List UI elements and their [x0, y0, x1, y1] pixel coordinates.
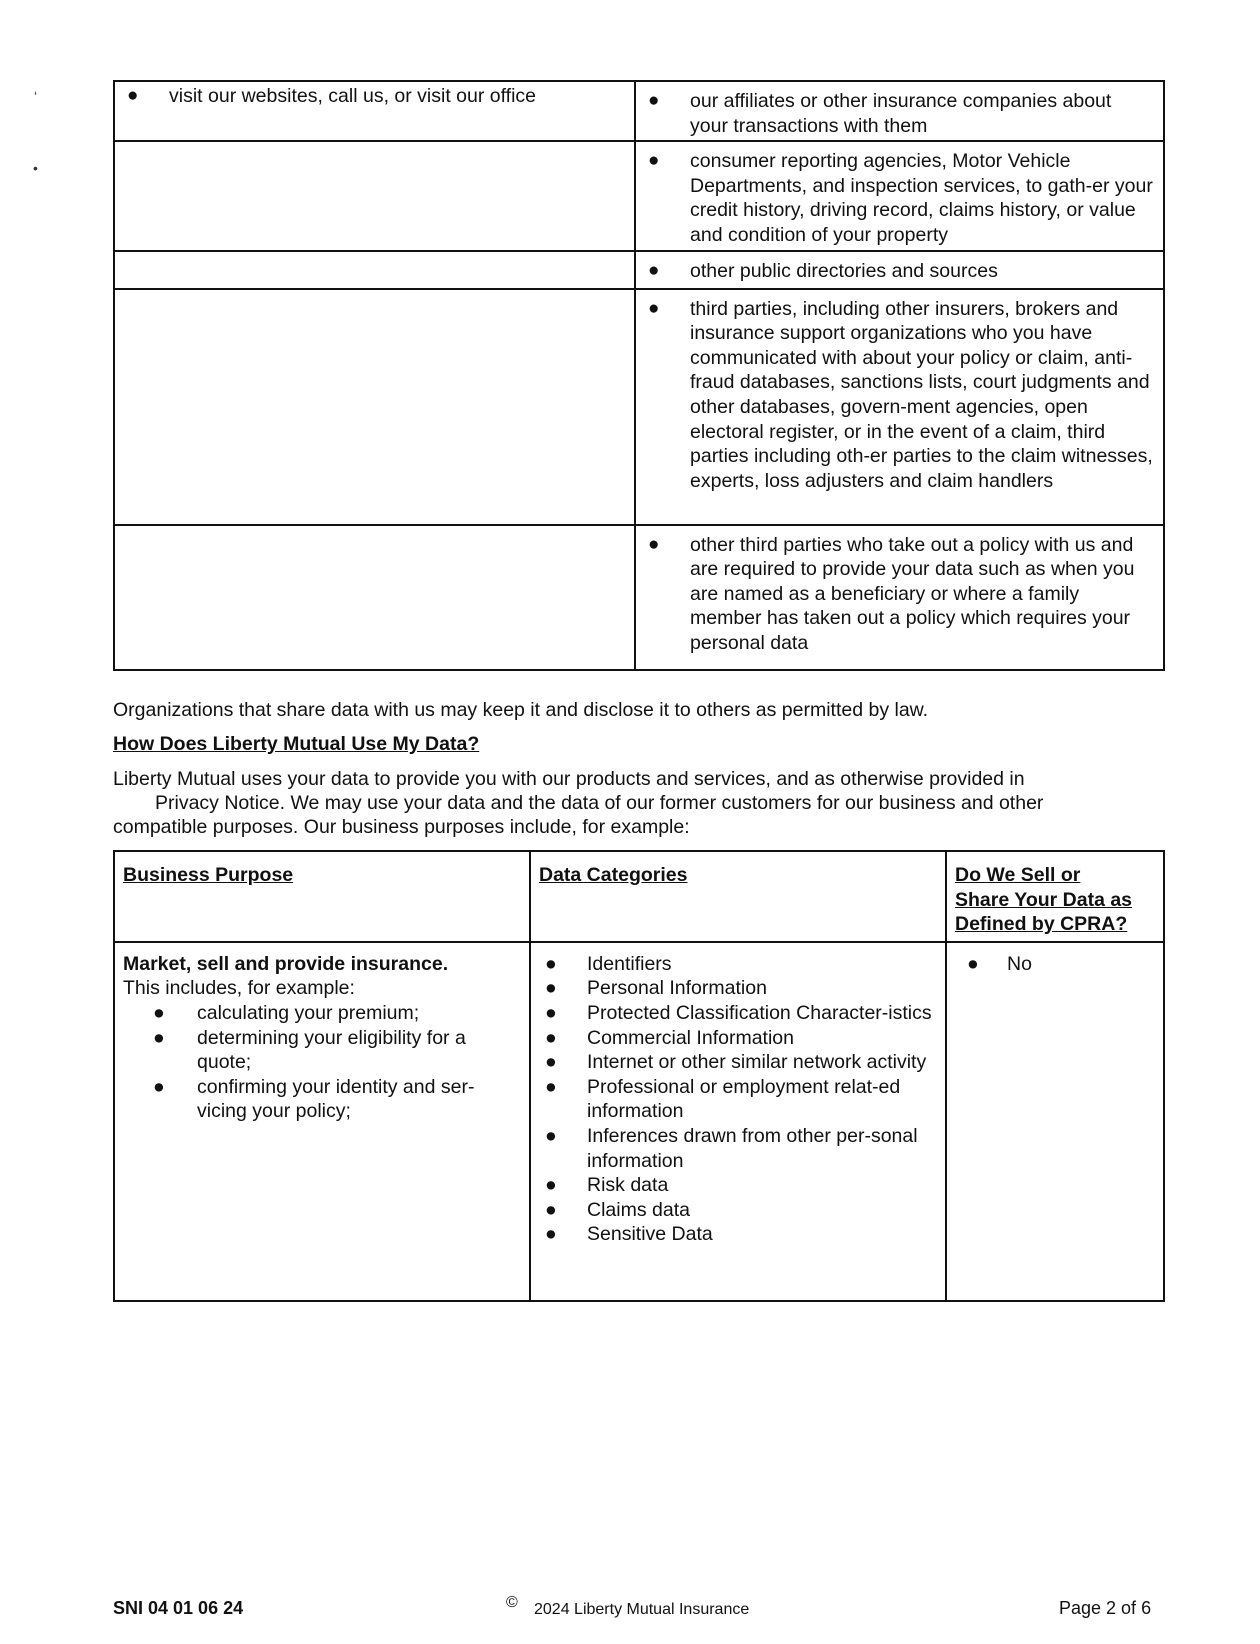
bullet-icon: ●	[545, 1026, 557, 1049]
data-sources-table	[113, 80, 1165, 671]
bullet-icon: ●	[967, 952, 979, 975]
bullet-icon: ●	[648, 259, 660, 281]
source-text: other third parties who take out a policy with us and are required to provide your data such as when you are named as a beneficiary or where a family member has taken out a policy which requires your personal data	[690, 533, 1135, 654]
bullet-icon: ●	[153, 1001, 165, 1024]
intro-line: Privacy Notice. We may use your data and the data of our former customers for our business and other	[155, 792, 1044, 814]
bullet-icon: ●	[545, 1001, 557, 1024]
form-number: SNI 04 01 06 24	[113, 1598, 244, 1618]
column-header-sell: Do We Sell or Share Your Data as Defined by CPRA?	[946, 851, 1164, 942]
bullet-icon: ●	[545, 952, 557, 975]
source-cell-left	[114, 81, 635, 141]
list-item	[955, 952, 1155, 977]
bullet-icon: ●	[648, 297, 660, 319]
list-item: ● Protected Classification Character-istics	[545, 1001, 932, 1024]
source-cell-left	[114, 251, 635, 289]
purpose-intro: This includes, for example:	[123, 977, 355, 1000]
intro-line: Liberty Mutual uses your data to provide you with our products and services, and as otherwise provided in	[113, 768, 1025, 790]
column-header-purpose: Business Purpose	[114, 851, 530, 942]
list-item: ● calculating your premium;	[153, 1001, 420, 1024]
source-cell-right	[635, 525, 1164, 670]
intro-line: compatible purposes. Our business purposes include, for example:	[113, 816, 690, 838]
source-cell-right	[635, 289, 1164, 525]
source-text: consumer reporting agencies, Motor Vehicle Departments, and inspection services, to gath-er your credit history, driving record, claims history, or value and condition of your property	[690, 150, 1153, 246]
list-item: ● Sensitive Data	[545, 1223, 713, 1246]
source-cell-right	[635, 81, 1164, 141]
margin-mark: ‘	[34, 88, 38, 104]
bullet-icon: ●	[127, 85, 139, 106]
source-text: our affiliates or other insurance companies about your transactions with them	[690, 90, 1112, 137]
table-row	[114, 251, 1164, 289]
purpose-title: Market, sell and provide insurance.	[123, 952, 449, 975]
table-row	[114, 81, 1164, 141]
sell-answer: No	[1007, 952, 1032, 975]
bullet-icon: ●	[545, 1223, 557, 1246]
share-note: Organizations that share data with us may keep it and disclose it to others as permitted by law.	[113, 699, 929, 721]
table-row	[114, 942, 1164, 1301]
copyright-text: 2024 Liberty Mutual Insurance	[534, 1601, 750, 1618]
bullet-icon: ●	[545, 1198, 557, 1221]
source-cell-right	[635, 251, 1164, 289]
column-header-categories: Data Categories	[530, 851, 946, 942]
table-header-row	[114, 851, 1164, 942]
bullet-icon: ●	[153, 1075, 165, 1098]
source-cell-left	[114, 289, 635, 525]
table-row	[114, 289, 1164, 525]
list-item: ● determining your eligibility for a quote;	[153, 1026, 466, 1074]
margin-mark: •	[33, 160, 38, 176]
source-text: visit our websites, call us, or visit our office	[169, 85, 537, 107]
list-item: ● confirming your identity and ser-vicing your policy;	[153, 1075, 475, 1123]
bullet-icon: ●	[545, 1051, 557, 1074]
bullet-icon: ●	[648, 533, 660, 555]
source-text: other public directories and sources	[690, 259, 998, 282]
list-item: ● Commercial Information	[545, 1026, 794, 1049]
sell-cell	[946, 942, 1164, 1301]
source-text: third parties, including other insurers, brokers and insurance support organizations who you have communicated with about your policy or claim, anti-fraud databases, sanctions lists, court judgments and other databases, govern-ment agencies, open electoral register, or in the event of a claim, third parties including oth-er parties to the claim witnesses, experts, loss adjusters and claim handlers	[690, 297, 1153, 492]
bullet-icon: ●	[545, 1174, 557, 1197]
table-row	[114, 141, 1164, 250]
section-heading: How Does Liberty Mutual Use My Data?	[113, 733, 480, 755]
list-item: ● Internet or other similar network activity	[545, 1051, 927, 1074]
source-cell-right	[635, 141, 1164, 250]
categories-cell	[530, 942, 946, 1301]
list-item: ● Professional or employment relat-ed information	[545, 1075, 901, 1123]
bullet-icon: ●	[153, 1026, 165, 1049]
bullet-icon: ●	[545, 1075, 557, 1098]
bullet-icon: ●	[648, 90, 660, 111]
bullet-icon: ●	[648, 150, 660, 172]
table-row	[114, 525, 1164, 670]
business-purpose-table	[113, 850, 1165, 1302]
bullet-icon: ●	[545, 1124, 557, 1147]
purpose-cell	[114, 942, 530, 1301]
list-item: ● Claims data	[545, 1198, 690, 1221]
list-item: ● Personal Information	[545, 977, 767, 1000]
source-cell-left	[114, 525, 635, 670]
list-item: ● Inferences drawn from other per-sonal information	[545, 1124, 918, 1172]
source-cell-left	[114, 141, 635, 250]
bullet-icon: ●	[545, 977, 557, 1000]
copyright-icon: ©	[506, 1594, 518, 1611]
list-item: ● Identifiers	[545, 952, 672, 975]
page-number: Page 2 of 6	[1059, 1598, 1152, 1618]
list-item: ● Risk data	[545, 1174, 669, 1197]
